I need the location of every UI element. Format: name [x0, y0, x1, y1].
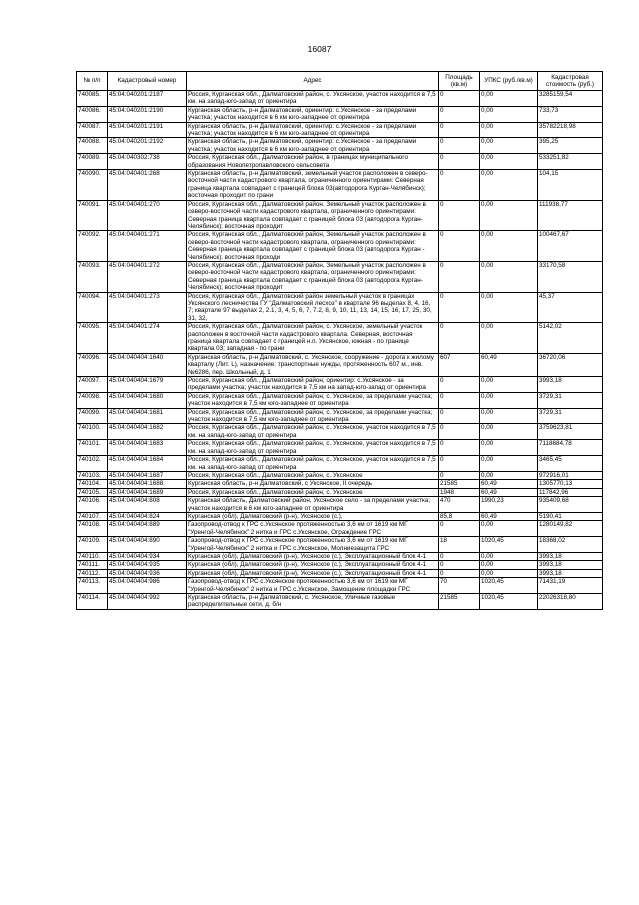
upks-cell: 0,00	[480, 392, 538, 408]
table-row	[77, 170, 603, 201]
table-row	[77, 91, 603, 107]
row-number-cell: 740112.	[77, 569, 108, 577]
row-number-cell: 740088.	[77, 138, 108, 154]
table-row	[77, 471, 603, 479]
row-number-cell: 740086.	[77, 106, 108, 122]
cadastral-number-cell: 45:04:040404:1679	[108, 377, 187, 393]
address-cell: Курганская (обл), Далматовский (р-н), Уксянское (с.), Эксплуатационный блок 4-1	[187, 561, 439, 569]
address-cell: Курганская (обл), Далматовский (р-н), Уксянское (с.), Эксплуатационный блок 4-1	[187, 569, 439, 577]
address-cell: Россия, Курганская обл., Далматовский район, Земельный участок расположен в северо-восточной части кадастрового квартала, ограниченного ориентирами: Северная граница квартала совпадает с границей блока 03 (автодорога Курган - Челябинск); восточная проходи	[187, 231, 439, 262]
row-number-cell: 740102.	[77, 456, 108, 472]
table-row	[77, 561, 603, 569]
address-cell: Курганская область, р-н Далматовский, ориентир: с.Уксянское - за пределами участка; участок находится в 6 км юго-западнее от ориентира	[187, 106, 439, 122]
page-number: 16087	[307, 44, 332, 54]
cadastral-number-cell: 45:04:040404:1689	[108, 488, 187, 496]
table-row	[77, 231, 603, 262]
cadastral-number-cell: 45:04:040404:936	[108, 569, 187, 577]
upks-cell: 60,49	[480, 353, 538, 376]
area-cell: 0	[439, 154, 480, 170]
cadastral-number-cell: 45:04:040404:992	[108, 594, 187, 610]
address-cell: Газопровод-отвод к ГРС с.Уксянское протяженностью 3,6 км от 1619 км МГ "Уренгой-Челябинск" 2 нитка и ГРС с.Уксянское, Молниезащита ГРС	[187, 537, 439, 553]
address-cell: Россия, Курганская обл., Далматовский район, с. Уксянское, земельный участок расположен в восточной части кадастрового квартала. Северная, восточная граница квартала совпадает с границей н.п. Уксянское, южная - по границе квартала 03; западная - по грани	[187, 323, 439, 354]
cadastral-number-cell: 45:04:040404:1683	[108, 440, 187, 456]
address-cell: Курганская (обл), Далматовский (р-н), Уксянское (с.), Эксплуатационный блок 4-1	[187, 552, 439, 560]
address-cell: Россия, Курганская обл., Далматовский район земельный участок в границах Уксянского лесничества ГУ "Далматовский лесхоз" в квартале 96 выделах 8, 4, 16, 7; квартале 97 выделах 2, 2.1, 3, 4, 5, 6, 7, 7.2, 8, 9, 10, 11, 13, 14, 15, 16, 17, 25, 30, 31, 32,	[187, 292, 439, 323]
upks-cell: 0,00	[480, 408, 538, 424]
cadastral-value-cell: 533251,82	[538, 154, 603, 170]
area-cell: 0	[439, 561, 480, 569]
cadastral-value-cell: 104,15	[538, 170, 603, 201]
cadastral-number-cell: 45:04:040401:271	[108, 231, 187, 262]
cadastral-value-cell: 117842,96	[538, 488, 603, 496]
row-number-cell: 740109.	[77, 537, 108, 553]
area-cell: 70	[439, 578, 480, 594]
cadastral-value-cell: 18368,02	[538, 537, 603, 553]
area-cell: 0	[439, 377, 480, 393]
address-cell: Газопровод-отвод к ГРС с.Уксянское протяженностью 3,6 км от 1619 км МГ "Уренгой-Челябинск" 2 нитка и ГРС с.Уксянское, Ограждение ГРС	[187, 521, 439, 537]
area-cell: 85,8	[439, 512, 480, 520]
cadastral-value-cell: 111938,77	[538, 200, 603, 231]
table-row	[77, 408, 603, 424]
row-number-cell: 740098.	[77, 392, 108, 408]
cadastral-number-cell: 45:04:040201:2192	[108, 138, 187, 154]
address-cell: Россия, Курганская обл., Далматовский район, Земельный участок расположен в северо-восточной части кадастрового квартала, ограниченного ориентирами: Северная граница квартала совпадает с границей блока 03 (автодорога Курган-Челябинск); восточная проходит	[187, 261, 439, 292]
upks-cell: 0,00	[480, 552, 538, 560]
area-cell: 0	[439, 261, 480, 292]
header-row-number: № п/п	[77, 72, 108, 91]
upks-cell: 0,00	[480, 122, 538, 138]
table-row	[77, 392, 603, 408]
cadastral-number-cell: 45:04:040404:934	[108, 552, 187, 560]
address-cell: Россия, Курганская обл., Далматовский район, в границах муниципального образования Новопетропавловского сельсовета	[187, 154, 439, 170]
row-number-cell: 740113.	[77, 578, 108, 594]
table-row	[77, 497, 603, 513]
area-cell: 0	[439, 106, 480, 122]
table-row	[77, 594, 603, 610]
header-area: Площадь (кв.м)	[439, 72, 480, 91]
header-cadastral-number: Кадастровый номер	[108, 72, 187, 91]
area-cell: 0	[439, 440, 480, 456]
area-cell: 0	[439, 138, 480, 154]
row-number-cell: 740097.	[77, 377, 108, 393]
upks-cell: 1020,45	[480, 537, 538, 553]
address-cell: Курганская область, р-н Далматовский, ориентир: с.Уксянское - за пределами участка; участок находится в 6 км юго-западнее от ориентира	[187, 138, 439, 154]
upks-cell: 1990,23	[480, 497, 538, 513]
table-row	[77, 578, 603, 594]
area-cell: 21585	[439, 480, 480, 488]
table-header-row	[77, 72, 603, 91]
row-number-cell: 740103.	[77, 471, 108, 479]
row-number-cell: 740096.	[77, 353, 108, 376]
cadastral-number-cell: 45:04:040401:272	[108, 261, 187, 292]
area-cell: 0	[439, 408, 480, 424]
table-row	[77, 456, 603, 472]
cadastral-value-cell: 3993,18	[538, 552, 603, 560]
address-cell: Россия, Курганская обл., Далматовский район, с. Уксянское	[187, 488, 439, 496]
table-row	[77, 323, 603, 354]
row-number-cell: 740104.	[77, 480, 108, 488]
upks-cell: 0,00	[480, 231, 538, 262]
row-number-cell: 740093.	[77, 261, 108, 292]
upks-cell: 1020,45	[480, 594, 538, 610]
table-row	[77, 569, 603, 577]
cadastral-number-cell: 45:04:040401:274	[108, 323, 187, 354]
area-cell: 470	[439, 497, 480, 513]
upks-cell: 0,00	[480, 323, 538, 354]
area-cell: 0	[439, 200, 480, 231]
cadastral-value-cell: 3729,31	[538, 408, 603, 424]
cadastral-number-cell: 45:04:040401:270	[108, 200, 187, 231]
cadastral-value-cell: 7118684,78	[538, 440, 603, 456]
address-cell: Курганская область, р-н Далматовский, земельный участок расположен в северо-восточной части кадастрового квартала, ограниченного ориентирами: Северная граница квартала совпадает с границей блока 03(автодорога Курган-Челябинск); восточная проходит по грани	[187, 170, 439, 201]
cadastral-value-cell: 22026318,80	[538, 594, 603, 610]
row-number-cell: 740092.	[77, 231, 108, 262]
cadastral-value-cell: 3993,18	[538, 569, 603, 577]
address-cell: Курганская (обл), Далматовский (р-н), Уксянское (с.),	[187, 512, 439, 520]
table-row	[77, 377, 603, 393]
upks-cell: 0,00	[480, 569, 538, 577]
address-cell: Россия, Курганская обл., Далматовский район. Земельный участок расположен в северо-восточной части кадастрового квартала, ограниченного ориентирами: Северная граница квартала совпадает с границей блока 03 (автодорога Курган-Челябинск); восточная проходит	[187, 200, 439, 231]
table-row	[77, 106, 603, 122]
cadastral-number-cell: 45:04:040401:268	[108, 170, 187, 201]
cadastral-value-cell: 395,25	[538, 138, 603, 154]
area-cell: 0	[439, 456, 480, 472]
cadastral-number-cell: 45:04:040404:890	[108, 537, 187, 553]
cadastral-number-cell: 45:04:040404:1687	[108, 471, 187, 479]
area-cell: 0	[439, 569, 480, 577]
cadastral-value-cell: 972916,01	[538, 471, 603, 479]
cadastral-number-cell: 45:04:040404:1688	[108, 480, 187, 488]
upks-cell: 0,00	[480, 138, 538, 154]
row-number-cell: 740089.	[77, 154, 108, 170]
upks-cell: 0,00	[480, 561, 538, 569]
cadastral-value-cell: 733,73	[538, 106, 603, 122]
address-cell: Россия, Курганская обл., Далматовский район, с. Уксянское, участок находится в 7,5 км. на запад-юго-запад от ориентира	[187, 424, 439, 440]
row-number-cell: 740099.	[77, 408, 108, 424]
area-cell: 0	[439, 471, 480, 479]
cadastral-value-cell: 5190,41	[538, 512, 603, 520]
area-cell: 0	[439, 323, 480, 354]
cadastral-number-cell: 45:04:040404:1681	[108, 408, 187, 424]
address-cell: Россия, Курганская обл., Далматовский район, ориентир: с.Уксянское - за пределами участка; участок находится в 7,5 км на запад-юго-запад от ориентира	[187, 377, 439, 393]
upks-cell: 0,00	[480, 521, 538, 537]
address-cell: Россия, Курганская обл., Далматовский район, с. Уксянское, участок находится в 7,5 км. на запад-юго-запад от ориентира	[187, 456, 439, 472]
area-cell: 21585	[439, 594, 480, 610]
upks-cell: 60,49	[480, 488, 538, 496]
area-cell: 0	[439, 170, 480, 201]
header-address: Адрес	[187, 72, 439, 91]
cadastral-number-cell: 45:04:040401:273	[108, 292, 187, 323]
cadastral-value-cell: 1305770,13	[538, 480, 603, 488]
row-number-cell: 740105.	[77, 488, 108, 496]
row-number-cell: 740106.	[77, 497, 108, 513]
cadastral-value-cell: 1280149,82	[538, 521, 603, 537]
row-number-cell: 740110.	[77, 552, 108, 560]
cadastral-number-cell: 45:04:040404:889	[108, 521, 187, 537]
cadastral-number-cell: 45:04:040404:824	[108, 512, 187, 520]
cadastral-value-cell: 45,37	[538, 292, 603, 323]
header-cadastral-value: Кадастровая стоимость (руб.)	[538, 72, 603, 91]
table-row	[77, 200, 603, 231]
cadastral-value-cell: 3729,31	[538, 392, 603, 408]
cadastral-number-cell: 45:04:040404:935	[108, 561, 187, 569]
upks-cell: 0,00	[480, 200, 538, 231]
table-row	[77, 261, 603, 292]
row-number-cell: 740094.	[77, 292, 108, 323]
cadastral-value-cell: 935409,68	[538, 497, 603, 513]
upks-cell: 1020,45	[480, 578, 538, 594]
upks-cell: 0,00	[480, 154, 538, 170]
cadastral-value-cell: 3993,18	[538, 377, 603, 393]
row-number-cell: 740100.	[77, 424, 108, 440]
cadastral-value-cell: 3465,45	[538, 456, 603, 472]
row-number-cell: 740085.	[77, 91, 108, 107]
area-cell: 0	[439, 392, 480, 408]
upks-cell: 0,00	[480, 440, 538, 456]
table-row	[77, 521, 603, 537]
table-row	[77, 480, 603, 488]
address-cell: Газопровод-отвод к ГРС с.Уксянское протяженностью 3,6 км от 1619 км МГ "Уренгой-Челябинск" 2 нитка и ГРС с.Уксянское, Замощение площадки ГРС	[187, 578, 439, 594]
cadastral-value-cell: 3285159,54	[538, 91, 603, 107]
table-body	[77, 91, 603, 610]
upks-cell: 0,00	[480, 106, 538, 122]
upks-cell: 0,00	[480, 261, 538, 292]
table-row	[77, 488, 603, 496]
area-cell: 0	[439, 91, 480, 107]
cadastral-number-cell: 45:04:040404:808	[108, 497, 187, 513]
cadastral-number-cell: 45:04:040201:2191	[108, 122, 187, 138]
address-cell: Курганская область, Далматовский район, Уксянское село - за пределами участка; участок находится в 6 км юго-западнее от ориентира	[187, 497, 439, 513]
address-cell: Россия, Курганская обл., Далматовский район, с. Уксянское, участок находится в 7,5 км. на запад-юго-запад от ориентира	[187, 91, 439, 107]
cadastral-number-cell: 45:04:040201:2187	[108, 91, 187, 107]
area-cell: 0	[439, 552, 480, 560]
row-number-cell: 740107.	[77, 512, 108, 520]
area-cell: 0	[439, 292, 480, 323]
address-cell: Курганская область, р-н Далматовский, с. Уксянское, сооружение - дорога к жилому кварталу (Лит. L), назначение: транспортные нужды, протяженность 607 м., инв.№6286, пер. Школьный, д. 1	[187, 353, 439, 376]
row-number-cell: 740090.	[77, 170, 108, 201]
address-cell: Россия, Курганская обл., Далматовский район, с. Уксянское, за пределами участка; участок находится в 7,5 км юго-западнее от ориентира	[187, 392, 439, 408]
cadastral-number-cell: 45:04:040404:1680	[108, 392, 187, 408]
area-cell: 0	[439, 521, 480, 537]
address-cell: Курганская область, р-н Далматовский, ориентир: с.Уксянское - за пределами участка; участок находится в 6 км юго-западнее от ориентира	[187, 122, 439, 138]
address-cell: Россия, Курганская обл., Далматовский район, с. Уксянское	[187, 471, 439, 479]
row-number-cell: 740108.	[77, 521, 108, 537]
cadastral-value-cell: 100467,67	[538, 231, 603, 262]
table-row	[77, 552, 603, 560]
cadastral-number-cell: 45:04:040404:1682	[108, 424, 187, 440]
table-row	[77, 440, 603, 456]
cadastral-value-cell: 5142,02	[538, 323, 603, 354]
area-cell: 0	[439, 424, 480, 440]
table-row	[77, 512, 603, 520]
address-cell: Курганская область, р-н Далматовский, с Уксянское, II очередь	[187, 480, 439, 488]
address-cell: Курганская область, р-н Далматовский, с. Уксянское, Уличные газовые распределительные сети, д. б/н	[187, 594, 439, 610]
row-number-cell: 740101.	[77, 440, 108, 456]
area-cell: 1948	[439, 488, 480, 496]
area-cell: 607	[439, 353, 480, 376]
area-cell: 18	[439, 537, 480, 553]
area-cell: 0	[439, 231, 480, 262]
upks-cell: 0,00	[480, 424, 538, 440]
row-number-cell: 740111.	[77, 561, 108, 569]
cadastral-value-cell: 3759623,81	[538, 424, 603, 440]
upks-cell: 0,00	[480, 471, 538, 479]
upks-cell: 0,00	[480, 292, 538, 323]
row-number-cell: 740091.	[77, 200, 108, 231]
cadastral-value-cell: 35782218,98	[538, 122, 603, 138]
address-cell: Россия, Курганская обл., Далматовский район, с. Уксянское, участок находится в 7,5 км. на запад-юго-запад от ориентира	[187, 440, 439, 456]
cadastral-value-table	[76, 71, 603, 610]
cadastral-number-cell: 45:04:040404:1684	[108, 456, 187, 472]
table-row	[77, 122, 603, 138]
upks-cell: 60,49	[480, 512, 538, 520]
cadastral-value-cell: 36720,06	[538, 353, 603, 376]
upks-cell: 60,49	[480, 480, 538, 488]
upks-cell: 0,00	[480, 170, 538, 201]
row-number-cell: 740087.	[77, 122, 108, 138]
upks-cell: 0,00	[480, 377, 538, 393]
table-row	[77, 353, 603, 376]
table-row	[77, 154, 603, 170]
table-row	[77, 292, 603, 323]
cadastral-value-cell: 33170,58	[538, 261, 603, 292]
upks-cell: 0,00	[480, 456, 538, 472]
row-number-cell: 740095.	[77, 323, 108, 354]
table-row	[77, 424, 603, 440]
cadastral-value-cell: 3993,18	[538, 561, 603, 569]
header-upks: УПКС (руб./кв.м)	[480, 72, 538, 91]
address-cell: Россия, Курганская обл., Далматовский район, с. Уксянское, за пределами участка; участок находится в 7,5 км юго-западнее от ориентира	[187, 408, 439, 424]
area-cell: 0	[439, 122, 480, 138]
cadastral-number-cell: 45:04:040302:738	[108, 154, 187, 170]
table-row	[77, 138, 603, 154]
cadastral-number-cell: 45:04:040404:986	[108, 578, 187, 594]
row-number-cell: 740114.	[77, 594, 108, 610]
cadastral-value-cell: 71431,19	[538, 578, 603, 594]
upks-cell: 0,00	[480, 91, 538, 107]
cadastral-number-cell: 45:04:040404:1640	[108, 353, 187, 376]
table-row	[77, 537, 603, 553]
cadastral-number-cell: 45:04:040201:2190	[108, 106, 187, 122]
